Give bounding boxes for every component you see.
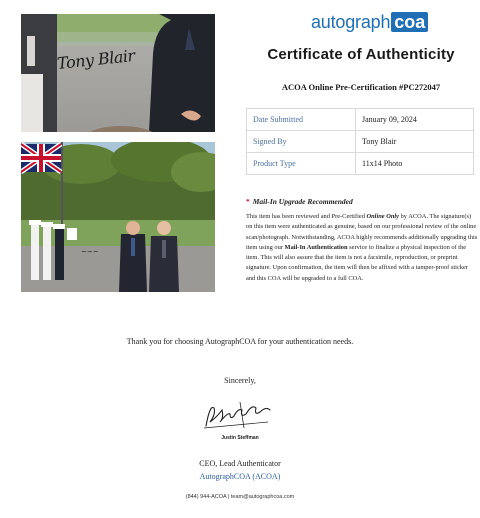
table-row [247,153,474,175]
signer-name: Justin Steffman [221,435,259,441]
autographcoa-logo: autograph coa [311,12,428,32]
detail-label: Date Submitted [247,109,356,131]
detail-label: Signed By [247,131,356,153]
detail-value: 11x14 Photo [356,153,474,175]
table-row [247,109,474,131]
certification-number: ACOA Online Pre-Certification #PC272047 [281,82,441,92]
asterisk-icon: * [246,197,250,206]
svg-text:~~~: ~~~ [81,248,99,256]
photo-autograph: Tony Blair [56,45,136,74]
sincerely-line: Sincerely, [224,376,256,385]
certificate-details-table [246,108,474,175]
ceo-signature [200,398,280,432]
detail-label: Product Type [247,153,356,175]
detail-value: January 09, 2024 [356,109,474,131]
autographed-photo-closeup [21,14,215,132]
certificate-title: Certificate of Authenticity [267,46,455,63]
logo-coa-badge: coa [391,12,428,32]
upgrade-description: This item has been reviewed and Pre-Certified Online Only by ACOA. The signature(s) on this item were authenticated as genuine, based on our professional review of the online scan/photograph. Notwithstanding, ACOA highly recommends additionally upgrading this item using our Mail-In Authentication service to finalize a physical inspection of the item. This will also assure that the item is not a facsimile, reproduction, or preprint signature. Upon confirmation, the item will then be affixed with a tamper-proof sticker and this COA will be upgraded to a full COA. [246,213,478,282]
detail-value: Tony Blair [356,131,474,153]
table-row [247,131,474,153]
thank-you-message: Thank you for choosing AutographCOA for your authentication needs. [126,337,354,346]
contact-info: (844) 944-ACOA | team@autographcoa.com [185,494,295,500]
signer-role: CEO, Lead Authenticator [199,459,281,468]
company-link[interactable]: AutographCOA (ACOA) [199,472,281,481]
autographed-photo-full [21,142,215,292]
upgrade-heading: * Mail-In Upgrade Recommended [246,197,353,206]
